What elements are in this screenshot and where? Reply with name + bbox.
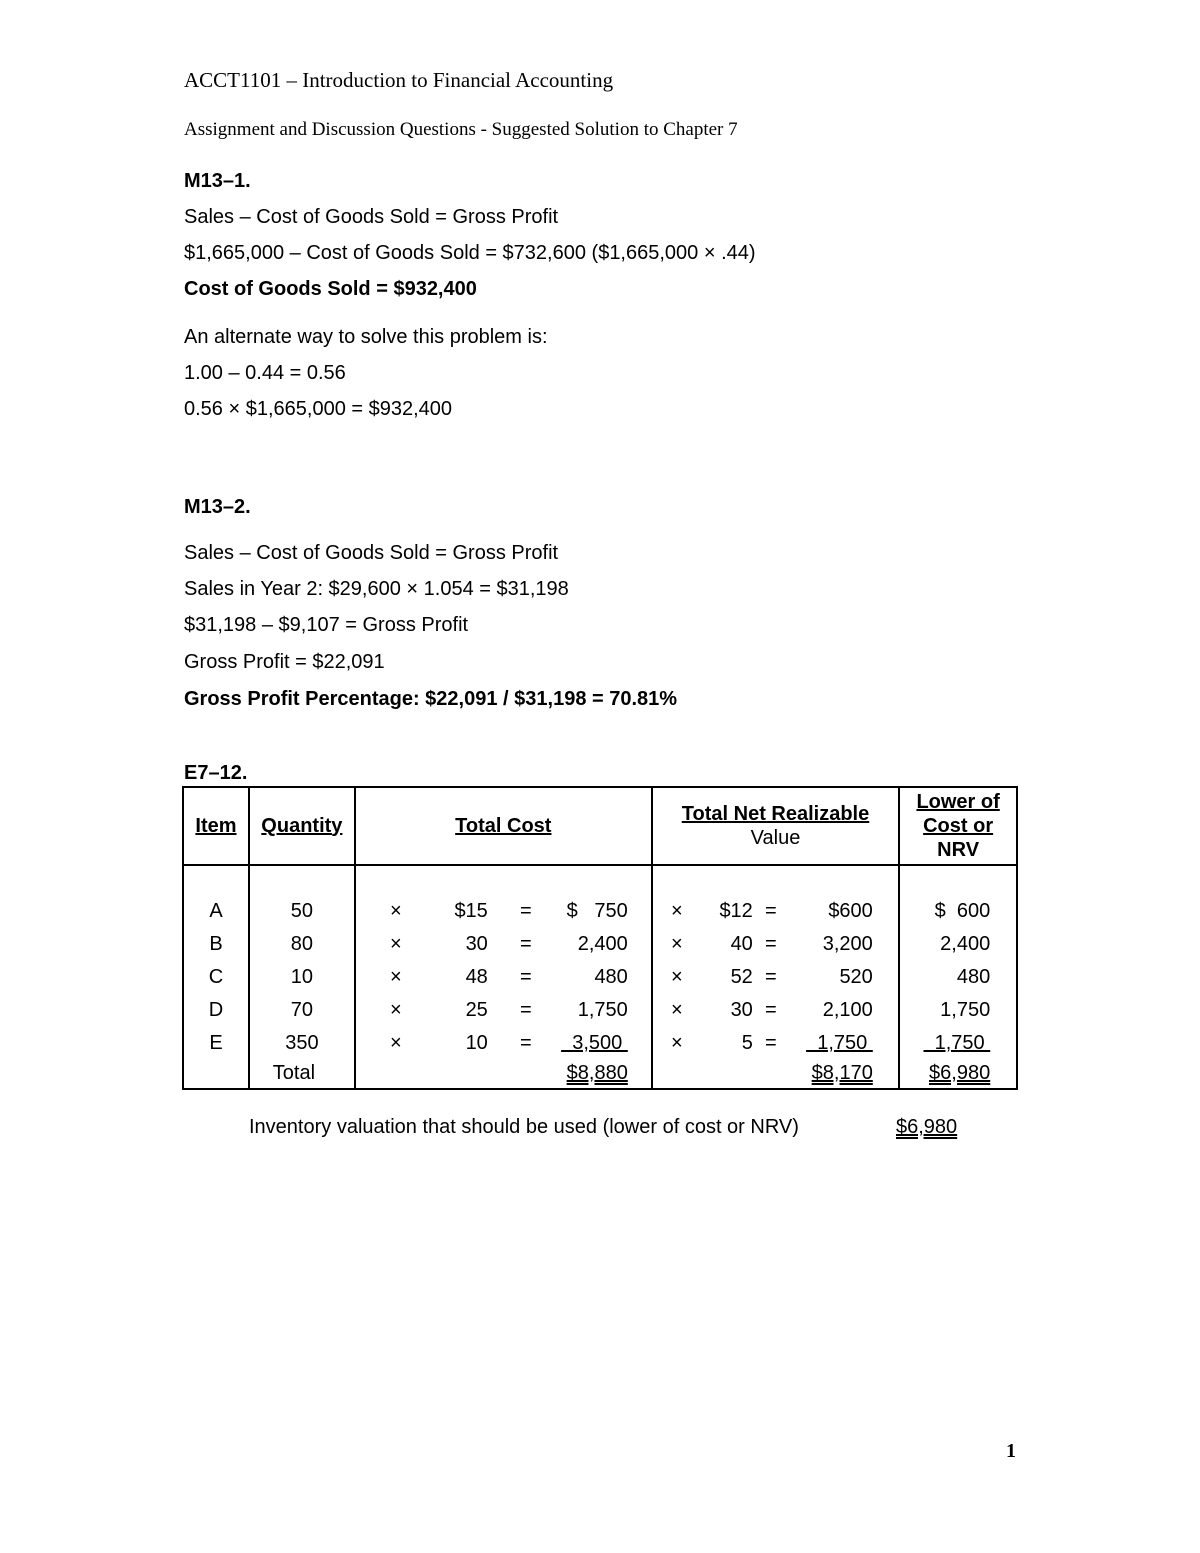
equals-sign: = bbox=[764, 1032, 777, 1054]
m13-2-line: Sales in Year 2: $29,600 × 1.054 = $31,198 bbox=[184, 578, 569, 600]
unit-nrv-value: 30 bbox=[730, 999, 753, 1021]
assignment-title: Assignment and Discussion Questions - Suggested Solution to Chapter 7 bbox=[184, 119, 738, 140]
total-cost-value: 1,750 bbox=[577, 999, 628, 1021]
inventory-table bbox=[182, 786, 1018, 1088]
m13-2-answer: Gross Profit Percentage: $22,091 / $31,198 = 70.81% bbox=[184, 688, 678, 710]
page-number: 1 bbox=[1006, 1440, 1016, 1462]
item-label: D bbox=[208, 999, 224, 1021]
item-label: C bbox=[208, 966, 224, 988]
unit-nrv-value: $12 bbox=[719, 900, 753, 922]
total-cost-value: 2,400 bbox=[577, 933, 628, 955]
unit-cost-value: 30 bbox=[465, 933, 488, 955]
header-total-cost: Total Cost bbox=[355, 787, 652, 865]
total-nrv-column bbox=[652, 865, 899, 1089]
multiply-sign: × bbox=[670, 1032, 683, 1054]
item-label: B bbox=[209, 933, 223, 955]
quantity-value: 80 bbox=[290, 933, 314, 955]
multiply-sign: × bbox=[389, 966, 402, 988]
header-item: Item bbox=[183, 787, 249, 865]
quantity-value: 10 bbox=[290, 966, 314, 988]
equals-sign: = bbox=[764, 933, 777, 955]
unit-nrv-value: 5 bbox=[741, 1032, 753, 1054]
unit-cost-value: 25 bbox=[465, 999, 488, 1021]
multiply-sign: × bbox=[389, 933, 402, 955]
course-title: ACCT1101 – Introduction to Financial Accounting bbox=[184, 68, 614, 92]
equals-sign: = bbox=[519, 933, 532, 955]
m13-1-line: 0.56 × $1,665,000 = $932,400 bbox=[184, 398, 453, 420]
multiply-sign: × bbox=[670, 900, 683, 922]
m13-2-line: Sales – Cost of Goods Sold = Gross Profit bbox=[184, 542, 559, 564]
total-nrv-value: $600 bbox=[828, 900, 873, 922]
total-nrv-value: 520 bbox=[839, 966, 873, 988]
total-nrv-value: 3,200 bbox=[822, 933, 873, 955]
quantity-value: 350 bbox=[285, 1032, 319, 1054]
header-total-nrv: Total Net Realizable Value bbox=[652, 787, 899, 865]
lower-value: $ 600 bbox=[934, 900, 991, 922]
unit-cost-value: 48 bbox=[465, 966, 488, 988]
multiply-sign: × bbox=[670, 933, 683, 955]
multiply-sign: × bbox=[389, 999, 402, 1021]
quantity-value: 50 bbox=[290, 900, 314, 922]
lower-value: 1,750 bbox=[940, 999, 991, 1021]
m13-2-line: $31,198 – $9,107 = Gross Profit bbox=[184, 614, 469, 636]
total-nrv-value: 1,750 bbox=[806, 1032, 873, 1054]
lower-value: 480 bbox=[956, 966, 991, 988]
valuation-label: Inventory valuation that should be used (lower of cost or NRV) bbox=[249, 1116, 799, 1138]
total-cost-value: 480 bbox=[594, 966, 628, 988]
total-cost-value: $ 750 bbox=[566, 900, 628, 922]
m13-2-line: Gross Profit = $22,091 bbox=[184, 651, 385, 673]
table-body-row bbox=[183, 865, 1017, 1089]
item-column bbox=[183, 865, 249, 1089]
total-nrv-value: 2,100 bbox=[822, 999, 873, 1021]
header-quantity: Quantity bbox=[249, 787, 355, 865]
item-label: A bbox=[209, 900, 223, 922]
m13-1-line: Sales – Cost of Goods Sold = Gross Profit bbox=[184, 206, 559, 228]
equals-sign: = bbox=[764, 900, 777, 922]
total-nrv-sum: $8,170 bbox=[811, 1062, 873, 1084]
multiply-sign: × bbox=[670, 999, 683, 1021]
m13-1-answer: Cost of Goods Sold = $932,400 bbox=[184, 278, 477, 300]
total-cost-sum: $8,880 bbox=[566, 1062, 628, 1084]
unit-cost-value: 10 bbox=[465, 1032, 488, 1054]
total-lower-sum: $6,980 bbox=[929, 1062, 991, 1084]
unit-nrv-value: 40 bbox=[730, 933, 753, 955]
m13-1-line: An alternate way to solve this problem is: bbox=[184, 326, 548, 348]
item-label: E bbox=[209, 1032, 223, 1054]
m13-2-heading: M13–2. bbox=[184, 496, 251, 518]
quantity-column bbox=[249, 865, 355, 1089]
total-cost-value: 3,500 bbox=[561, 1032, 628, 1054]
equals-sign: = bbox=[519, 900, 532, 922]
equals-sign: = bbox=[764, 999, 777, 1021]
e7-12-heading: E7–12. bbox=[184, 762, 248, 784]
lower-value: 2,400 bbox=[940, 933, 991, 955]
unit-nrv-value: 52 bbox=[730, 966, 753, 988]
m13-1-line: $1,665,000 – Cost of Goods Sold = $732,600 ($1,665,000 × .44) bbox=[184, 242, 756, 264]
table-header-row bbox=[183, 787, 1017, 865]
m13-1-heading: M13–1. bbox=[184, 170, 251, 192]
valuation-amount: $6,980 bbox=[896, 1116, 958, 1138]
equals-sign: = bbox=[519, 1032, 532, 1054]
equals-sign: = bbox=[519, 966, 532, 988]
total-label: Total bbox=[272, 1062, 316, 1084]
lower-value: 1,750 bbox=[923, 1032, 991, 1054]
total-cost-column bbox=[355, 865, 652, 1089]
header-lower-of-cost-or-nrv: Lower of Cost or NRV bbox=[899, 787, 1017, 865]
m13-1-line: 1.00 – 0.44 = 0.56 bbox=[184, 362, 346, 384]
lower-column bbox=[899, 865, 1017, 1089]
multiply-sign: × bbox=[389, 1032, 402, 1054]
equals-sign: = bbox=[519, 999, 532, 1021]
quantity-value: 70 bbox=[290, 999, 314, 1021]
equals-sign: = bbox=[764, 966, 777, 988]
multiply-sign: × bbox=[670, 966, 683, 988]
unit-cost-value: $15 bbox=[454, 900, 488, 922]
multiply-sign: × bbox=[389, 900, 402, 922]
